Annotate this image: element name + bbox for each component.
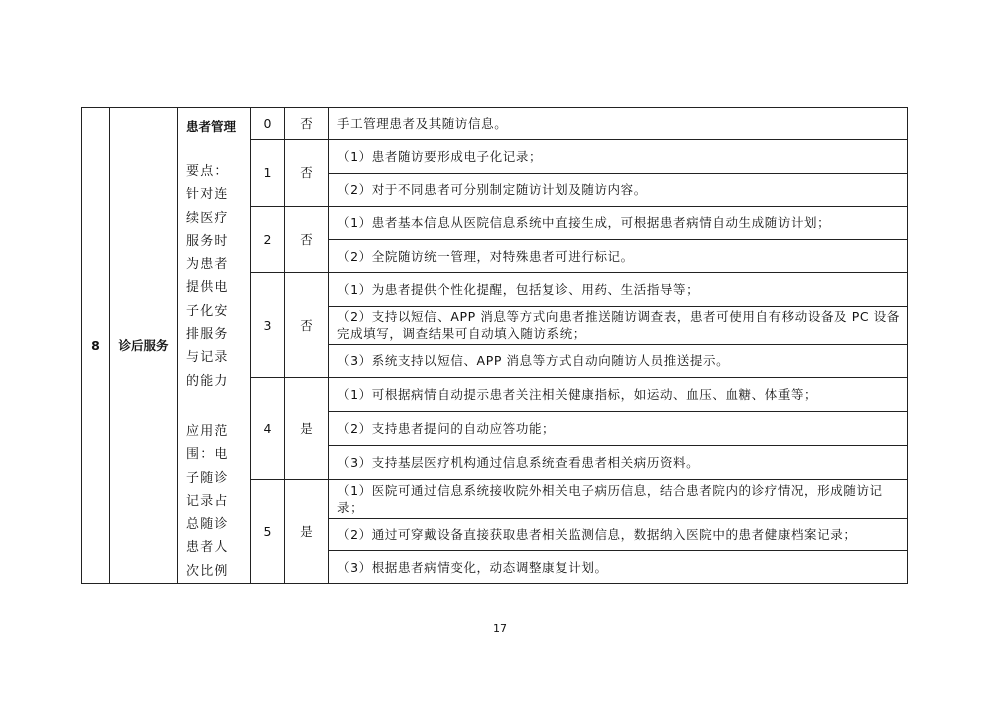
description-cell: （1）患者基本信息从医院信息系统中直接生成，可根据患者病情自动生成随访计划；	[329, 206, 908, 240]
basic-flag-cell: 否	[285, 140, 329, 207]
description-cell: （2）通过可穿戴设备直接获取患者相关监测信息，数据纳入医院中的患者健康档案记录；	[329, 519, 908, 551]
requirements-table	[81, 107, 908, 584]
description-cell: （1）医院可通过信息系统接收院外相关电子病历信息，结合患者院内的诊疗情况，形成随访记录；	[329, 480, 908, 519]
description-cell: （1）可根据病情自动提示患者关注相关健康指标，如运动、血压、血糖、体重等；	[329, 377, 908, 412]
row-number: 8	[82, 108, 110, 584]
basic-flag-cell: 否	[285, 108, 329, 140]
application-scope: 应用范围：电子随诊记录占总随诊患者人次比例	[186, 423, 229, 579]
description-cell: （1）患者随访要形成电子化记录；	[329, 140, 908, 174]
description-cell: （3）支持基层医疗机构通过信息系统查看患者相关病历资料。	[329, 446, 908, 480]
basic-flag-cell: 否	[285, 273, 329, 378]
description-cell: 手工管理患者及其随访信息。	[329, 108, 908, 140]
level-cell: 5	[251, 480, 285, 584]
page-number: 17	[493, 622, 507, 635]
level-cell: 3	[251, 273, 285, 378]
description-cell: （3）系统支持以短信、APP 消息等方式自动向随访人员推送提示。	[329, 344, 908, 377]
level-cell: 1	[251, 140, 285, 207]
basic-flag-cell: 是	[285, 480, 329, 584]
category-cell: 诊后服务	[110, 108, 178, 584]
level-cell: 0	[251, 108, 285, 140]
requirement-title: 患者管理	[186, 119, 237, 134]
description-cell: （2）对于不同患者可分别制定随访计划及随访内容。	[329, 173, 908, 206]
level-cell: 4	[251, 377, 285, 480]
description-cell: （1）为患者提供个性化提醒，包括复诊、用药、生活指导等；	[329, 273, 908, 307]
key-points: 要点：针对连续医疗服务时为患者提供电子化安排服务与记录的能力	[186, 164, 229, 389]
description-cell: （2）全院随访统一管理，对特殊患者可进行标记。	[329, 240, 908, 273]
level-cell: 2	[251, 206, 285, 273]
description-cell: （3）根据患者病情变化，动态调整康复计划。	[329, 551, 908, 584]
description-cell: （2）支持以短信、APP 消息等方式向患者推送随访调查表，患者可使用自有移动设备及 PC 设备完成填写，调查结果可自动填入随访系统；	[329, 306, 908, 344]
basic-flag-cell: 是	[285, 377, 329, 480]
description-cell: （2）支持患者提问的自动应答功能；	[329, 412, 908, 446]
requirement-cell	[178, 108, 251, 584]
basic-flag-cell: 否	[285, 206, 329, 273]
